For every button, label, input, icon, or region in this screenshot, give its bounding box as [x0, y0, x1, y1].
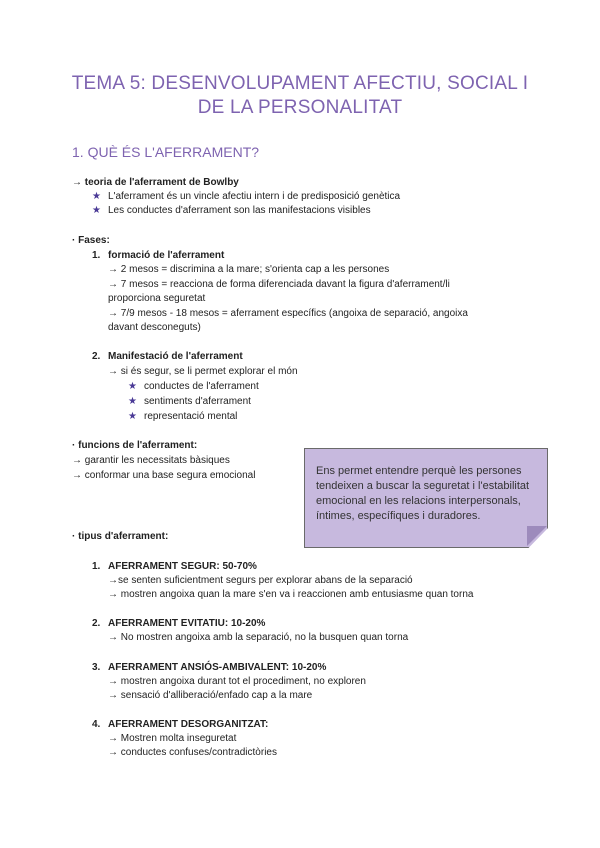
star-icon: ★	[128, 411, 137, 422]
list-number: 1.	[92, 250, 101, 261]
phase-title: formació de l'aferrament	[108, 250, 225, 261]
phase-bullet: conductes de l'aferrament	[144, 381, 259, 392]
type-title: AFERRAMENT DESORGANITZAT:	[108, 719, 269, 730]
phase-bullet: representació mental	[144, 411, 238, 422]
list-number: 2.	[92, 351, 101, 362]
phase-line: → 7/9 mesos - 18 mesos = aferrament específics (angoixa de separació, angoixa	[108, 308, 468, 319]
type-line: → conductes confuses/contradictòries	[108, 747, 277, 758]
functions-line: → garantir les necessitats bàsiques	[72, 455, 230, 466]
phase-line: → 2 mesos = discrimina a la mare; s'orienta cap a les persones	[108, 264, 390, 275]
theory-bullet: Les conductes d'aferrament son las manifestacions visibles	[108, 205, 371, 216]
page-title	[40, 72, 560, 120]
type-title: AFERRAMENT SEGUR: 50-70%	[108, 561, 257, 572]
sticky-note-text: Ens permet entendre perquè les persones tendeixen a buscar la seguretat i l'estabilitat emocional en les relacions interpersonals, íntimes, específiques i duradores.	[316, 465, 530, 522]
phase-title: Manifestació de l'aferrament	[108, 351, 243, 362]
type-line: → mostren angoixa durant tot el procediment, no exploren	[108, 676, 366, 687]
phase-line: → si és segur, se li permet explorar el món	[108, 366, 298, 377]
star-icon: ★	[92, 191, 101, 202]
type-line: → mostren angoixa quan la mare s'en va i reaccionen amb entusiasme quan torna	[108, 589, 474, 600]
type-line: → No mostren angoixa amb la separació, no la busquen quan torna	[108, 632, 409, 643]
title-line-1: TEMA 5: DESENVOLUPAMENT AFECTIU, SOCIAL I	[71, 73, 529, 94]
star-icon: ★	[92, 205, 101, 216]
list-number: 1.	[92, 561, 101, 572]
phase-line: → 7 mesos = reacciona de forma diferenciada davant la figura d'aferrament/li	[108, 279, 450, 290]
type-line: →se senten suficientment segurs per explorar abans de la separació	[108, 575, 413, 586]
type-title: AFERRAMENT ANSIÓS-AMBIVALENT: 10-20%	[108, 662, 327, 673]
phase-bullet: sentiments d'aferrament	[144, 396, 251, 407]
star-icon: ★	[128, 381, 137, 392]
type-line: → sensació d'alliberació/enfado cap a la mare	[108, 690, 313, 701]
section-heading: 1. QUÈ ÉS L'AFERRAMENT?	[72, 144, 260, 160]
sticky-note-fold	[527, 526, 547, 546]
theory-heading: → teoria de l'aferrament de Bowlby	[72, 177, 239, 188]
types-heading: · tipus d'aferrament:	[72, 531, 169, 542]
phase-line: proporciona seguretat	[108, 293, 206, 304]
list-number: 4.	[92, 719, 101, 730]
type-line: → Mostren molta inseguretat	[108, 733, 237, 744]
star-icon: ★	[128, 396, 137, 407]
list-number: 2.	[92, 618, 101, 629]
functions-heading: · funcions de l'aferrament:	[72, 440, 198, 451]
theory-bullet: L'aferrament és un vincle afectiu intern i de predisposició genètica	[108, 191, 401, 202]
phases-heading: · Fases:	[72, 235, 110, 246]
type-title: AFERRAMENT EVITATIU: 10-20%	[108, 618, 266, 629]
phase-line: davant desconeguts)	[108, 322, 201, 333]
title-line-2: DE LA PERSONALITAT	[197, 97, 403, 118]
list-number: 3.	[92, 662, 101, 673]
functions-line: → conformar una base segura emocional	[72, 470, 256, 481]
